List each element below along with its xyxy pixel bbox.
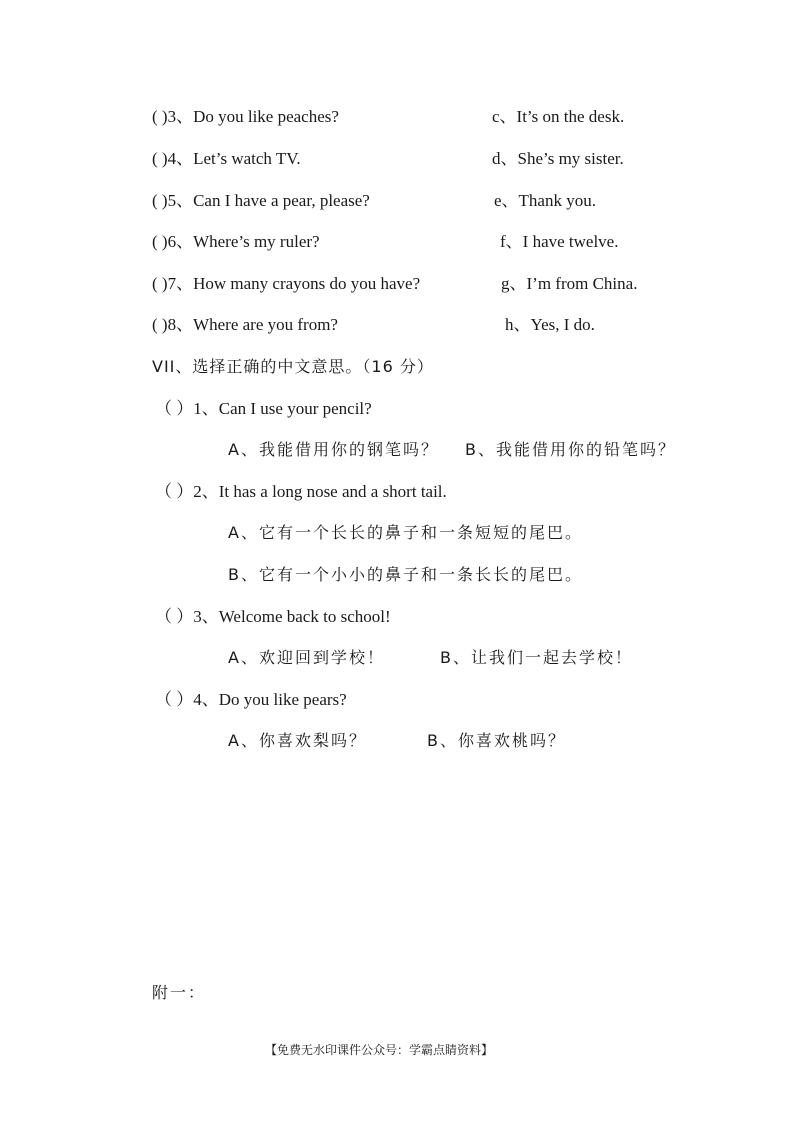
match-question-4: ( )4、Let’s watch TV. [152,149,301,168]
match-question-6: ( )6、Where’s my ruler? [152,232,320,251]
question-4-option-b: B、你喜欢桃吗？ [427,731,566,750]
question-4: （ ）4、Do you like pears? [155,690,347,709]
match-answer-c: c、It’s on the desk. [492,107,625,126]
question-1-option-b: B、我能借用你的铅笔吗？ [465,440,676,459]
match-answer-f: f、I have twelve. [500,232,619,251]
section-heading: VII、选择正确的中文意思。（16 分） [152,357,434,376]
question-3: （ ）3、Welcome back to school! [155,607,391,626]
question-3-option-a: A、欢迎回到学校！ [228,648,385,667]
match-question-5: ( )5、Can I have a pear, please? [152,191,370,210]
match-answer-g: g、I’m from China. [501,274,638,293]
question-2: （ ）2、It has a long nose and a short tail. [155,482,447,501]
match-question-3: ( )3、Do you like peaches? [152,107,339,126]
appendix-label: 附一： [152,983,207,1002]
question-4-option-a: A、你喜欢梨吗？ [228,731,367,750]
question-3-option-b: B、让我们一起去学校！ [440,648,633,667]
question-1-option-a: A、我能借用你的钢笔吗？ [228,440,439,459]
question-2-option-b: B、它有一个小小的鼻子和一条长长的尾巴。 [228,565,583,584]
match-answer-d: d、She’s my sister. [492,149,624,168]
match-question-8: ( )8、Where are you from? [152,315,338,334]
match-answer-h: h、Yes, I do. [505,315,595,334]
question-2-option-a: A、它有一个长长的鼻子和一条短短的尾巴。 [228,523,583,542]
question-1: （ ）1、Can I use your pencil? [155,399,372,418]
match-question-7: ( )7、How many crayons do you have? [152,274,421,293]
match-answer-e: e、Thank you. [494,191,596,210]
footer-watermark-text: 【免费无水印课件公众号：学霸点睛资料】 [265,1043,494,1057]
